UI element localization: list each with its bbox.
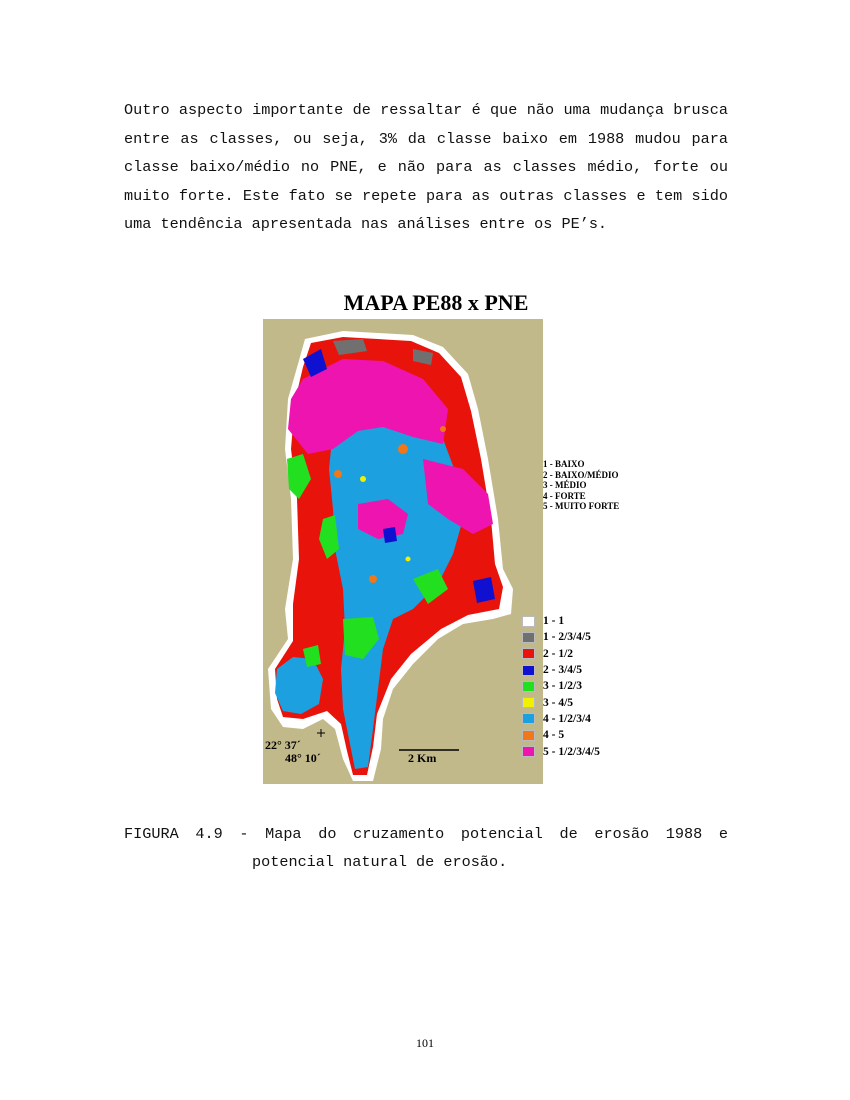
cross-legend-label: 4 - 5	[543, 729, 565, 742]
cross-legend-label: 3 - 1/2/3	[543, 680, 582, 693]
legend-swatch	[522, 648, 535, 659]
legend-swatch	[522, 713, 535, 724]
cross-legend-item	[522, 613, 600, 629]
figure-caption	[124, 820, 728, 876]
class-legend-item: 5 - MUITO FORTE	[543, 501, 620, 511]
class-legend-item: 1 - BAIXO	[543, 459, 585, 469]
figure-title: MAPA PE88 x PNE	[343, 290, 529, 315]
coordinate-longitude: 48° 10´	[285, 751, 321, 765]
body-paragraph: Outro aspecto importante de ressaltar é que não uma mudança brusca entre as classes, ou seja, 3% da classe baixo em 1988 mudou para classe baixo/médio no PNE, e não para as classes médio, forte ou muito forte. Este fato se repete para as outras classes e tem sido uma tendência apresentada nas análises entre os PE’s.	[124, 101, 728, 233]
cross-legend-label: 1 - 2/3/4/5	[543, 631, 591, 644]
coordinate-latitude: 22° 37´	[265, 738, 301, 752]
scale-label: 2 Km	[408, 751, 437, 765]
cross-legend-item	[522, 727, 600, 743]
cross-legend-item	[522, 743, 600, 759]
page-number: 101	[416, 1036, 434, 1050]
legend-swatch	[522, 681, 535, 692]
cross-legend	[522, 613, 600, 760]
cross-legend-item	[522, 662, 600, 678]
legend-swatch	[522, 632, 535, 643]
cross-legend-item	[522, 646, 600, 662]
legend-swatch	[522, 665, 535, 676]
cross-legend-item	[522, 694, 600, 710]
cross-legend-label: 2 - 1/2	[543, 647, 574, 660]
cross-legend-label: 1 - 1	[543, 615, 565, 628]
cross-legend-label: 5 - 1/2/3/4/5	[543, 745, 600, 758]
cross-legend-label: 3 - 4/5	[543, 696, 574, 709]
cross-legend-item	[522, 711, 600, 727]
caption-line-1: FIGURA 4.9 - Mapa do cruzamento potencial de erosão 1988 e	[124, 825, 728, 843]
class-legend-item: 3 - MÉDIO	[543, 480, 587, 490]
legend-swatch	[522, 697, 535, 708]
cross-legend-label: 2 - 3/4/5	[543, 664, 582, 677]
cross-legend-item	[522, 629, 600, 645]
legend-swatch	[522, 730, 535, 741]
erosion-map-graphic	[263, 319, 543, 784]
class-legend	[543, 459, 619, 512]
cross-legend-item	[522, 678, 600, 694]
cross-legend-label: 4 - 1/2/3/4	[543, 712, 591, 725]
legend-swatch	[522, 746, 535, 757]
caption-line-2: potencial natural de erosão.	[252, 853, 508, 871]
erosion-map	[263, 319, 543, 784]
legend-swatch	[522, 616, 535, 627]
class-legend-item: 4 - FORTE	[543, 490, 586, 501]
class-legend-item: 2 - BAIXO/MÉDIO	[543, 469, 619, 480]
